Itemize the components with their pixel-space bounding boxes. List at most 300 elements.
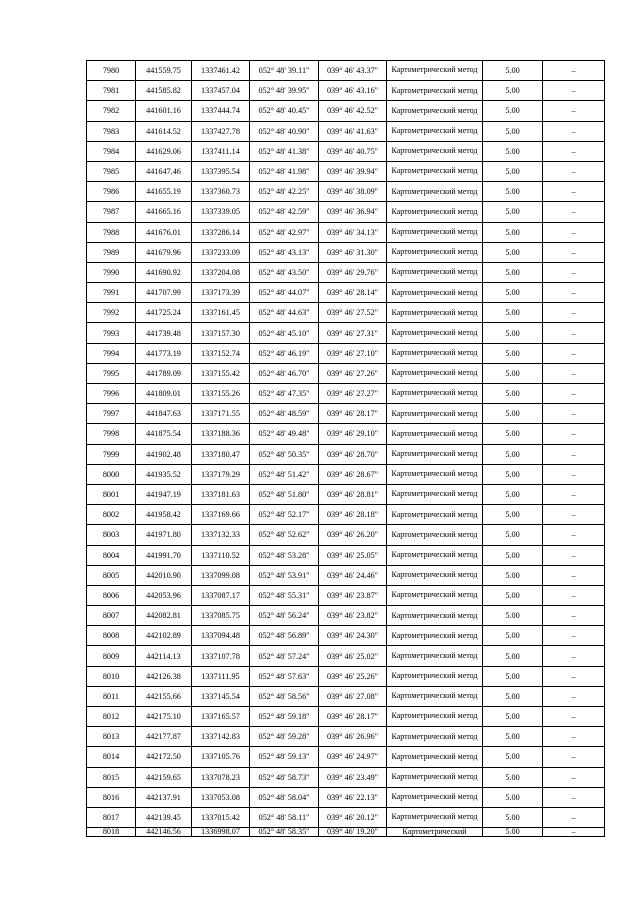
y-coordinate-cell: 1337427.78 [192, 121, 250, 141]
table-row [87, 343, 605, 363]
point-number-cell: 8011 [87, 686, 136, 706]
latitude-cell: 052° 48' 56.89" [250, 626, 319, 646]
latitude-cell: 052° 48' 40.45" [250, 101, 319, 121]
x-coordinate-cell: 442146.56 [136, 828, 192, 837]
point-number-cell: 7982 [87, 101, 136, 121]
latitude-cell: 052° 48' 58.56" [250, 686, 319, 706]
note-cell: – [543, 121, 605, 141]
x-coordinate-cell: 441725.24 [136, 303, 192, 323]
note-cell: – [543, 646, 605, 666]
accuracy-cell: 5.00 [483, 767, 543, 787]
note-cell: – [543, 606, 605, 626]
table-row [87, 202, 605, 222]
x-coordinate-cell: 441629.06 [136, 141, 192, 161]
table-row [87, 101, 605, 121]
y-coordinate-cell: 1337457.04 [192, 81, 250, 101]
longitude-cell: 039° 46' 39.94" [319, 161, 387, 181]
note-cell: – [543, 626, 605, 646]
x-coordinate-cell: 441676.01 [136, 222, 192, 242]
note-cell: – [543, 424, 605, 444]
x-coordinate-cell: 441875.54 [136, 424, 192, 444]
y-coordinate-cell: 1337142.83 [192, 727, 250, 747]
note-cell: – [543, 666, 605, 686]
x-coordinate-cell: 441559.75 [136, 61, 192, 81]
y-coordinate-cell: 1337461.42 [192, 61, 250, 81]
x-coordinate-cell: 441935.52 [136, 464, 192, 484]
table-row [87, 565, 605, 585]
longitude-cell: 039° 46' 20.12" [319, 807, 387, 827]
longitude-cell: 039° 46' 28.70" [319, 444, 387, 464]
y-coordinate-cell: 1337173.39 [192, 283, 250, 303]
point-number-cell: 7994 [87, 343, 136, 363]
point-number-cell: 7984 [87, 141, 136, 161]
longitude-cell: 039° 46' 41.63" [319, 121, 387, 141]
x-coordinate-cell: 442053.96 [136, 585, 192, 605]
table-row [87, 242, 605, 262]
determination-method-cell: Картометрический метод [387, 565, 483, 585]
latitude-cell: 052° 48' 52.17" [250, 505, 319, 525]
note-cell: – [543, 222, 605, 242]
latitude-cell: 052° 48' 55.31" [250, 585, 319, 605]
longitude-cell: 039° 46' 28.17" [319, 404, 387, 424]
longitude-cell: 039° 46' 25.05" [319, 545, 387, 565]
x-coordinate-cell: 442139.45 [136, 807, 192, 827]
note-cell: – [543, 404, 605, 424]
determination-method-cell: Картометрический метод [387, 81, 483, 101]
point-number-cell: 7990 [87, 262, 136, 282]
table-row [87, 767, 605, 787]
table-row [87, 727, 605, 747]
accuracy-cell: 5.00 [483, 384, 543, 404]
point-number-cell: 8001 [87, 484, 136, 504]
latitude-cell: 052° 48' 59.28" [250, 727, 319, 747]
determination-method-cell: Картометрический метод [387, 626, 483, 646]
note-cell: – [543, 303, 605, 323]
x-coordinate-cell: 441789.09 [136, 363, 192, 383]
accuracy-cell: 5.00 [483, 202, 543, 222]
determination-method-cell: Картометрический метод [387, 141, 483, 161]
accuracy-cell: 5.00 [483, 262, 543, 282]
latitude-cell: 052° 48' 53.28" [250, 545, 319, 565]
note-cell: – [543, 81, 605, 101]
latitude-cell: 052° 48' 53.91" [250, 565, 319, 585]
accuracy-cell: 5.00 [483, 303, 543, 323]
determination-method-cell: Картометрический метод [387, 182, 483, 202]
note-cell: – [543, 343, 605, 363]
determination-method-cell: Картометрический метод [387, 161, 483, 181]
determination-method-cell: Картометрический метод [387, 101, 483, 121]
determination-method-cell: Картометрический метод [387, 283, 483, 303]
y-coordinate-cell: 1337171.55 [192, 404, 250, 424]
y-coordinate-cell: 1337157.30 [192, 323, 250, 343]
x-coordinate-cell: 441690.92 [136, 262, 192, 282]
accuracy-cell: 5.00 [483, 505, 543, 525]
x-coordinate-cell: 441773.19 [136, 343, 192, 363]
note-cell: – [543, 585, 605, 605]
table-row [87, 404, 605, 424]
table-row [87, 585, 605, 605]
latitude-cell: 052° 48' 42.97" [250, 222, 319, 242]
x-coordinate-cell: 442126.38 [136, 666, 192, 686]
table-row [87, 505, 605, 525]
y-coordinate-cell: 1337085.75 [192, 606, 250, 626]
longitude-cell: 039° 46' 43.37" [319, 61, 387, 81]
note-cell: – [543, 141, 605, 161]
determination-method-cell: Картометрический метод [387, 767, 483, 787]
longitude-cell: 039° 46' 23.49" [319, 767, 387, 787]
y-coordinate-cell: 1337411.14 [192, 141, 250, 161]
determination-method-cell: Картометрический метод [387, 525, 483, 545]
table-row [87, 262, 605, 282]
x-coordinate-cell: 441679.96 [136, 242, 192, 262]
point-number-cell: 8010 [87, 666, 136, 686]
latitude-cell: 052° 48' 44.07" [250, 283, 319, 303]
table-row [87, 161, 605, 181]
point-number-cell: 7996 [87, 384, 136, 404]
point-number-cell: 8006 [87, 585, 136, 605]
determination-method-cell: Картометрический метод [387, 666, 483, 686]
accuracy-cell: 5.00 [483, 161, 543, 181]
point-number-cell: 8015 [87, 767, 136, 787]
table-row [87, 384, 605, 404]
note-cell: – [543, 525, 605, 545]
table-row [87, 707, 605, 727]
determination-method-cell: Картометрический метод [387, 404, 483, 424]
determination-method-cell: Картометрический метод [387, 686, 483, 706]
table-row [87, 303, 605, 323]
determination-method-cell: Картометрический метод [387, 424, 483, 444]
accuracy-cell: 5.00 [483, 81, 543, 101]
point-number-cell: 7985 [87, 161, 136, 181]
note-cell: – [543, 727, 605, 747]
table-row [87, 182, 605, 202]
latitude-cell: 052° 48' 40.90" [250, 121, 319, 141]
y-coordinate-cell: 1337145.54 [192, 686, 250, 706]
y-coordinate-cell: 1337099.08 [192, 565, 250, 585]
latitude-cell: 052° 48' 41.98" [250, 161, 319, 181]
y-coordinate-cell: 1337152.74 [192, 343, 250, 363]
accuracy-cell: 5.00 [483, 121, 543, 141]
table-row [87, 646, 605, 666]
point-number-cell: 7986 [87, 182, 136, 202]
latitude-cell: 052° 48' 58.11" [250, 807, 319, 827]
accuracy-cell: 5.00 [483, 323, 543, 343]
x-coordinate-cell: 441655.19 [136, 182, 192, 202]
y-coordinate-cell: 1337110.52 [192, 545, 250, 565]
accuracy-cell: 5.00 [483, 747, 543, 767]
y-coordinate-cell: 1337188.36 [192, 424, 250, 444]
longitude-cell: 039° 46' 22.13" [319, 787, 387, 807]
determination-method-cell: Картометрический метод [387, 121, 483, 141]
accuracy-cell: 5.00 [483, 404, 543, 424]
x-coordinate-cell: 441601.16 [136, 101, 192, 121]
table-row [87, 363, 605, 383]
y-coordinate-cell: 1337015.42 [192, 807, 250, 827]
point-number-cell: 7983 [87, 121, 136, 141]
table-row [87, 222, 605, 242]
longitude-cell: 039° 46' 27.27" [319, 384, 387, 404]
note-cell: – [543, 686, 605, 706]
longitude-cell: 039° 46' 26.96" [319, 727, 387, 747]
latitude-cell: 052° 48' 39.11" [250, 61, 319, 81]
y-coordinate-cell: 1337087.17 [192, 585, 250, 605]
determination-method-cell: Картометрический метод [387, 707, 483, 727]
accuracy-cell: 5.00 [483, 686, 543, 706]
y-coordinate-cell: 1337155.42 [192, 363, 250, 383]
latitude-cell: 052° 48' 42.25" [250, 182, 319, 202]
determination-method-cell: Картометрический метод [387, 61, 483, 81]
longitude-cell: 039° 46' 36.94" [319, 202, 387, 222]
longitude-cell: 039° 46' 19.20" [319, 828, 387, 837]
longitude-cell: 039° 46' 34.13" [319, 222, 387, 242]
x-coordinate-cell: 442102.89 [136, 626, 192, 646]
point-number-cell: 7998 [87, 424, 136, 444]
point-number-cell: 7988 [87, 222, 136, 242]
longitude-cell: 039° 46' 23.87" [319, 585, 387, 605]
longitude-cell: 039° 46' 24.97" [319, 747, 387, 767]
accuracy-cell: 5.00 [483, 646, 543, 666]
point-number-cell: 8012 [87, 707, 136, 727]
latitude-cell: 052° 48' 58.04" [250, 787, 319, 807]
x-coordinate-cell: 442137.91 [136, 787, 192, 807]
determination-method-cell: Картометрический метод [387, 747, 483, 767]
accuracy-cell: 5.00 [483, 585, 543, 605]
note-cell: – [543, 101, 605, 121]
accuracy-cell: 5.00 [483, 424, 543, 444]
point-number-cell: 7991 [87, 283, 136, 303]
determination-method-cell: Картометрический метод [387, 787, 483, 807]
note-cell: – [543, 787, 605, 807]
latitude-cell: 052° 48' 51.80" [250, 484, 319, 504]
point-number-cell: 8013 [87, 727, 136, 747]
x-coordinate-cell: 442114.13 [136, 646, 192, 666]
determination-method-cell: Картометрический метод [387, 807, 483, 827]
point-number-cell: 7999 [87, 444, 136, 464]
y-coordinate-cell: 1337111.95 [192, 666, 250, 686]
note-cell: – [543, 242, 605, 262]
coordinates-table [86, 60, 605, 837]
longitude-cell: 039° 46' 38.09" [319, 182, 387, 202]
longitude-cell: 039° 46' 27.31" [319, 323, 387, 343]
point-number-cell: 8004 [87, 545, 136, 565]
x-coordinate-cell: 442155.66 [136, 686, 192, 706]
latitude-cell: 052° 48' 57.24" [250, 646, 319, 666]
accuracy-cell: 5.00 [483, 565, 543, 585]
table-row [87, 61, 605, 81]
latitude-cell: 052° 48' 46.19" [250, 343, 319, 363]
determination-method-cell: Картометрический метод [387, 323, 483, 343]
accuracy-cell: 5.00 [483, 484, 543, 504]
table-row [87, 666, 605, 686]
latitude-cell: 052° 48' 51.42" [250, 464, 319, 484]
longitude-cell: 039° 46' 28.17" [319, 707, 387, 727]
y-coordinate-cell: 1337204.08 [192, 262, 250, 282]
longitude-cell: 039° 46' 28.81" [319, 484, 387, 504]
point-number-cell: 7995 [87, 363, 136, 383]
longitude-cell: 039° 46' 28.18" [319, 505, 387, 525]
latitude-cell: 052° 48' 47.35" [250, 384, 319, 404]
table-body [87, 61, 605, 837]
point-number-cell: 8008 [87, 626, 136, 646]
x-coordinate-cell: 442175.10 [136, 707, 192, 727]
accuracy-cell: 5.00 [483, 707, 543, 727]
longitude-cell: 039° 46' 23.82" [319, 606, 387, 626]
table-row [87, 686, 605, 706]
latitude-cell: 052° 48' 43.50" [250, 262, 319, 282]
accuracy-cell: 5.00 [483, 525, 543, 545]
latitude-cell: 052° 48' 39.95" [250, 81, 319, 101]
y-coordinate-cell: 1337360.73 [192, 182, 250, 202]
x-coordinate-cell: 441947.19 [136, 484, 192, 504]
latitude-cell: 052° 48' 52.62" [250, 525, 319, 545]
y-coordinate-cell: 1337165.57 [192, 707, 250, 727]
longitude-cell: 039° 46' 27.10" [319, 343, 387, 363]
point-number-cell: 8000 [87, 464, 136, 484]
accuracy-cell: 5.00 [483, 807, 543, 827]
determination-method-cell: Картометрический [387, 828, 483, 837]
y-coordinate-cell: 1337155.26 [192, 384, 250, 404]
y-coordinate-cell: 1337180.47 [192, 444, 250, 464]
point-number-cell: 8016 [87, 787, 136, 807]
latitude-cell: 052° 48' 46.70" [250, 363, 319, 383]
table-row [87, 484, 605, 504]
latitude-cell: 052° 48' 45.10" [250, 323, 319, 343]
x-coordinate-cell: 442010.90 [136, 565, 192, 585]
note-cell: – [543, 484, 605, 504]
y-coordinate-cell: 1337078.23 [192, 767, 250, 787]
x-coordinate-cell: 442082.81 [136, 606, 192, 626]
determination-method-cell: Картометрический метод [387, 303, 483, 323]
latitude-cell: 052° 48' 42.59" [250, 202, 319, 222]
note-cell: – [543, 384, 605, 404]
table-row [87, 323, 605, 343]
table-row [87, 424, 605, 444]
note-cell: – [543, 61, 605, 81]
latitude-cell: 052° 48' 59.18" [250, 707, 319, 727]
accuracy-cell: 5.00 [483, 787, 543, 807]
note-cell: – [543, 747, 605, 767]
accuracy-cell: 5.00 [483, 626, 543, 646]
determination-method-cell: Картометрический метод [387, 606, 483, 626]
y-coordinate-cell: 1337339.05 [192, 202, 250, 222]
table-row [87, 444, 605, 464]
point-number-cell: 7987 [87, 202, 136, 222]
x-coordinate-cell: 441707.99 [136, 283, 192, 303]
determination-method-cell: Картометрический метод [387, 384, 483, 404]
latitude-cell: 052° 48' 49.48" [250, 424, 319, 444]
point-number-cell: 8018 [87, 828, 136, 837]
longitude-cell: 039° 46' 43.16" [319, 81, 387, 101]
determination-method-cell: Картометрический метод [387, 222, 483, 242]
accuracy-cell: 5.00 [483, 828, 543, 837]
determination-method-cell: Картометрический метод [387, 363, 483, 383]
note-cell: – [543, 182, 605, 202]
note-cell: – [543, 202, 605, 222]
x-coordinate-cell: 441739.48 [136, 323, 192, 343]
note-cell: – [543, 262, 605, 282]
y-coordinate-cell: 1337107.78 [192, 646, 250, 666]
table-row [87, 606, 605, 626]
table-row [87, 81, 605, 101]
x-coordinate-cell: 441665.16 [136, 202, 192, 222]
latitude-cell: 052° 48' 56.24" [250, 606, 319, 626]
table-row [87, 121, 605, 141]
y-coordinate-cell: 1337181.63 [192, 484, 250, 504]
accuracy-cell: 5.00 [483, 242, 543, 262]
x-coordinate-cell: 441971.80 [136, 525, 192, 545]
x-coordinate-cell: 442177.87 [136, 727, 192, 747]
x-coordinate-cell: 441614.52 [136, 121, 192, 141]
y-coordinate-cell: 1337053.08 [192, 787, 250, 807]
x-coordinate-cell: 441958.42 [136, 505, 192, 525]
point-number-cell: 7980 [87, 61, 136, 81]
latitude-cell: 052° 48' 41.38" [250, 141, 319, 161]
point-number-cell: 8003 [87, 525, 136, 545]
y-coordinate-cell: 1336998.07 [192, 828, 250, 837]
accuracy-cell: 5.00 [483, 182, 543, 202]
y-coordinate-cell: 1337105.76 [192, 747, 250, 767]
determination-method-cell: Картометрический метод [387, 343, 483, 363]
note-cell: – [543, 323, 605, 343]
note-cell: – [543, 807, 605, 827]
latitude-cell: 052° 48' 58.35" [250, 828, 319, 837]
accuracy-cell: 5.00 [483, 666, 543, 686]
point-number-cell: 7992 [87, 303, 136, 323]
longitude-cell: 039° 46' 24.46" [319, 565, 387, 585]
accuracy-cell: 5.00 [483, 363, 543, 383]
longitude-cell: 039° 46' 42.52" [319, 101, 387, 121]
note-cell: – [543, 363, 605, 383]
accuracy-cell: 5.00 [483, 606, 543, 626]
point-number-cell: 7989 [87, 242, 136, 262]
accuracy-cell: 5.00 [483, 141, 543, 161]
longitude-cell: 039° 46' 27.08" [319, 686, 387, 706]
point-number-cell: 7997 [87, 404, 136, 424]
latitude-cell: 052° 48' 58.73" [250, 767, 319, 787]
x-coordinate-cell: 441585.82 [136, 81, 192, 101]
table-row [87, 283, 605, 303]
longitude-cell: 039° 46' 27.52" [319, 303, 387, 323]
longitude-cell: 039° 46' 40.75" [319, 141, 387, 161]
table-row [87, 545, 605, 565]
table-row [87, 525, 605, 545]
longitude-cell: 039° 46' 31.30" [319, 242, 387, 262]
note-cell: – [543, 545, 605, 565]
y-coordinate-cell: 1337444.74 [192, 101, 250, 121]
determination-method-cell: Картометрический метод [387, 242, 483, 262]
determination-method-cell: Картометрический метод [387, 727, 483, 747]
x-coordinate-cell: 441991.70 [136, 545, 192, 565]
determination-method-cell: Картометрический метод [387, 262, 483, 282]
note-cell: – [543, 828, 605, 837]
point-number-cell: 8005 [87, 565, 136, 585]
y-coordinate-cell: 1337233.09 [192, 242, 250, 262]
latitude-cell: 052° 48' 50.35" [250, 444, 319, 464]
longitude-cell: 039° 46' 28.14" [319, 283, 387, 303]
coordinates-table-page [86, 60, 605, 837]
determination-method-cell: Картометрический метод [387, 202, 483, 222]
point-number-cell: 8017 [87, 807, 136, 827]
longitude-cell: 039° 46' 24.30" [319, 626, 387, 646]
accuracy-cell: 5.00 [483, 545, 543, 565]
determination-method-cell: Картометрический метод [387, 585, 483, 605]
accuracy-cell: 5.00 [483, 343, 543, 363]
note-cell: – [543, 505, 605, 525]
point-number-cell: 7981 [87, 81, 136, 101]
longitude-cell: 039° 46' 25.26" [319, 666, 387, 686]
point-number-cell: 8009 [87, 646, 136, 666]
determination-method-cell: Картометрический метод [387, 505, 483, 525]
